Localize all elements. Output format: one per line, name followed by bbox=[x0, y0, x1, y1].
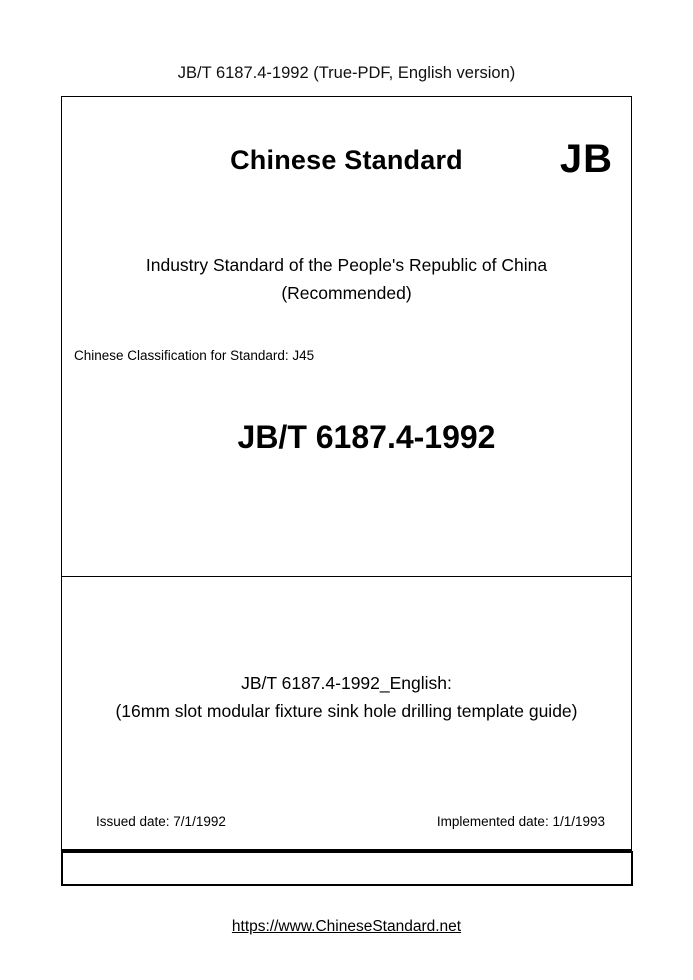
subtitle-line-2: (Recommended) bbox=[281, 283, 412, 303]
implemented-date: Implemented date: 1/1/1993 bbox=[436, 814, 605, 829]
cover-footer-band bbox=[62, 850, 631, 884]
jb-logo: JB bbox=[559, 137, 613, 181]
cover-lower-section bbox=[62, 577, 631, 850]
subtitle-line-1: Industry Standard of the People's Republic of China bbox=[145, 255, 548, 275]
title-row bbox=[62, 137, 631, 201]
pdf-file-title: JB/T 6187.4-1992 (True-PDF, English version) bbox=[177, 64, 516, 82]
issued-date: Issued date: 7/1/1992 bbox=[96, 814, 226, 829]
cover-upper-section bbox=[62, 97, 631, 577]
document-title-line-2: (16mm slot modular fixture sink hole drilling template guide) bbox=[115, 701, 578, 721]
website-link[interactable] bbox=[0, 918, 693, 936]
standard-number: JB/T 6187.4-1992 bbox=[237, 419, 496, 455]
standard-cover-box bbox=[61, 96, 632, 886]
classification-code: Chinese Classification for Standard: J45 bbox=[74, 348, 315, 363]
cover-footer-band-border bbox=[61, 851, 633, 886]
document-title-line-1: JB/T 6187.4-1992_English: bbox=[241, 673, 452, 693]
website-link-text: https://www.ChineseStandard.net bbox=[231, 918, 462, 935]
page-title: Chinese Standard bbox=[230, 145, 463, 175]
